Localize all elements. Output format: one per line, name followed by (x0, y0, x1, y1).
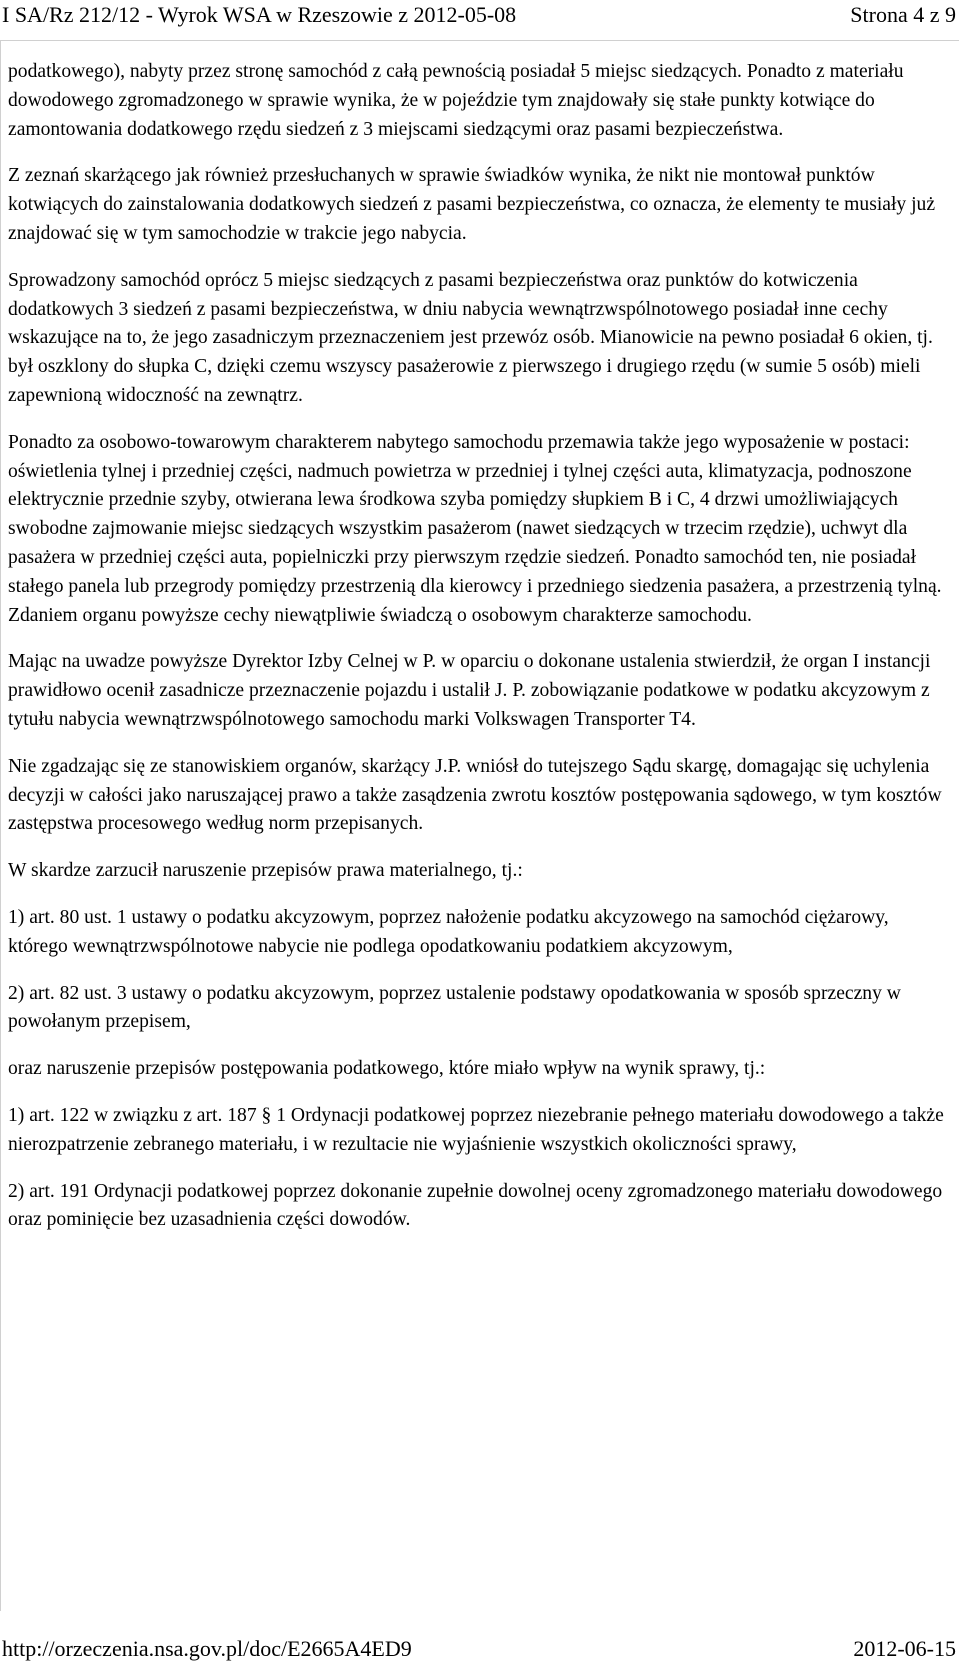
paragraph-4: Ponadto za osobowo-towarowym charakterem nabytego samochodu przemawia także jego wyposażenie w postaci: oświetlenia tylnej i przedniej części, nadmuch powietrza w przedniej i tylnej części auta, klimatyzacja, podnoszone elektrycznie przednie szyby, otwierana lewa środkowa szyba pomiędzy słupkiem B i C, 4 drzwi umożliwiających swobodne zajmowanie miejsc siedzących wszystkim pasażerom (nawet siedzących w trzecim rzędzie), uchwyt dla pasażera w przedniej części auta, popielniczki przy pierwszym rzędzie siedzeń. Ponadto samochód ten, nie posiadał stałego panela lub przegrody pomiędzy przestrzenią dla kierowcy i przedniego siedzenia pasażera, a przestrzenią tylną. Zdaniem organu powyższe cechy niewątpliwie świadczą o osobowym charakterze samochodu. (8, 431, 942, 626)
paragraph-7: W skardze zarzucił naruszenie przepisów prawa materialnego, tj.: (8, 860, 523, 882)
paragraph-6: Nie zgadzając się ze stanowiskiem organów, skarżący J.P. wniósł do tutejszego Sądu skargę, domagając się uchylenia decyzji w całości jako naruszającej prawo a także zasądzenia zwrotu kosztów postępowania sądowego, w tym kosztów zastępstwa procesowego według norm przepisanych. (8, 755, 942, 835)
document-title: I SA/Rz 212/12 - Wyrok WSA w Rzeszowie z 2012-05-08 (2, 2, 517, 27)
paragraph-2: Z zeznań skarżącego jak również przesłuchanych w sprawie świadków wynika, że nikt nie montował punktów kotwiących do zainstalowania dodatkowych siedzeń z pasami bezpieczeństwa, co oznacza, że elementy te musiały już znajdować się w tym samochodzie w trakcie jego nabycia. (8, 165, 936, 244)
page-number: Strona 4 z 9 (850, 2, 956, 27)
document-url[interactable]: http://orzeczenia.nsa.gov.pl/doc/E2665A4ED9 (2, 1636, 412, 1661)
paragraph-1: podatkowego), nabyty przez stronę samochód z całą pewnością posiadał 5 miejsc siedzących. Ponadto z materiału dowodowego zgromadzonego w sprawie wynika, że w pojeździe tym znajdowały się stałe punkty kotwiące do zamontowania dodatkowego rzędu siedzeń z 3 miejscami siedzącymi oraz pasami bezpieczeństwa. (8, 61, 904, 140)
paragraph-11: 1) art. 122 w związku z art. 187 § 1 Ordynacji podatkowej poprzez niezebranie pełnego materiału dowodowego a także nierozpatrzenie zebranego materiału, i w rezultacie nie wyjaśnienie wszystkich okoliczności sprawy, (8, 1104, 944, 1155)
page-header (0, 0, 960, 38)
paragraph-9: 2) art. 82 ust. 3 ustawy o podatku akcyzowym, poprzez ustalenie podstawy opodatkowania w sposób sprzeczny w powołanym przepisem, (8, 982, 901, 1033)
paragraph-10: oraz naruszenie przepisów postępowania podatkowego, które miało wpływ na wynik sprawy, tj.: (8, 1058, 766, 1080)
paragraph-8: 1) art. 80 ust. 1 ustawy o podatku akcyzowym, poprzez nałożenie podatku akcyzowego na samochód ciężarowy, którego wewnątrzwspólnotowe nabycie nie podlega opodatkowaniu podatkiem akcyzowym, (8, 906, 889, 957)
document-body (8, 58, 953, 1253)
page-footer (0, 1632, 960, 1667)
print-date: 2012-06-15 (853, 1636, 956, 1661)
paragraph-3: Sprowadzony samochód oprócz 5 miejsc siedzących z pasami bezpieczeństwa oraz punktów do kotwiczenia dodatkowych 3 siedzeń z pasami bezpieczeństwa, w dniu nabycia wewnątrzwspólnotowego posiadał inne cechy wskazujące na to, że jego zasadniczym przeznaczeniem jest przewóz osób. Mianowicie na pewno posiadał 6 okien, tj. był oszklony do słupka C, dzięki czemu wszyscy pasażerowie z pierwszego i drugiego rzędu (w sumie 5 osób) mieli zapewnioną widoczność na zewnątrz. (8, 269, 933, 406)
paragraph-5: Mając na uwadze powyższe Dyrektor Izby Celnej w P. w oparciu o dokonane ustalenia stwierdził, że organ I instancji prawidłowo ocenił zasadnicze przeznaczenie pojazdu i ustalił J. P. zobowiązanie podatkowe w podatku akcyzowym z tytułu nabycia wewnątrzwspólnotowego samochodu marki Volkswagen Transporter T4. (8, 651, 931, 730)
paragraph-12: 2) art. 191 Ordynacji podatkowej poprzez dokonanie zupełnie dowolnej oceny zgromadzonego materiału dowodowego oraz pominięcie bez uzasadnienia części dowodów. (8, 1180, 943, 1231)
